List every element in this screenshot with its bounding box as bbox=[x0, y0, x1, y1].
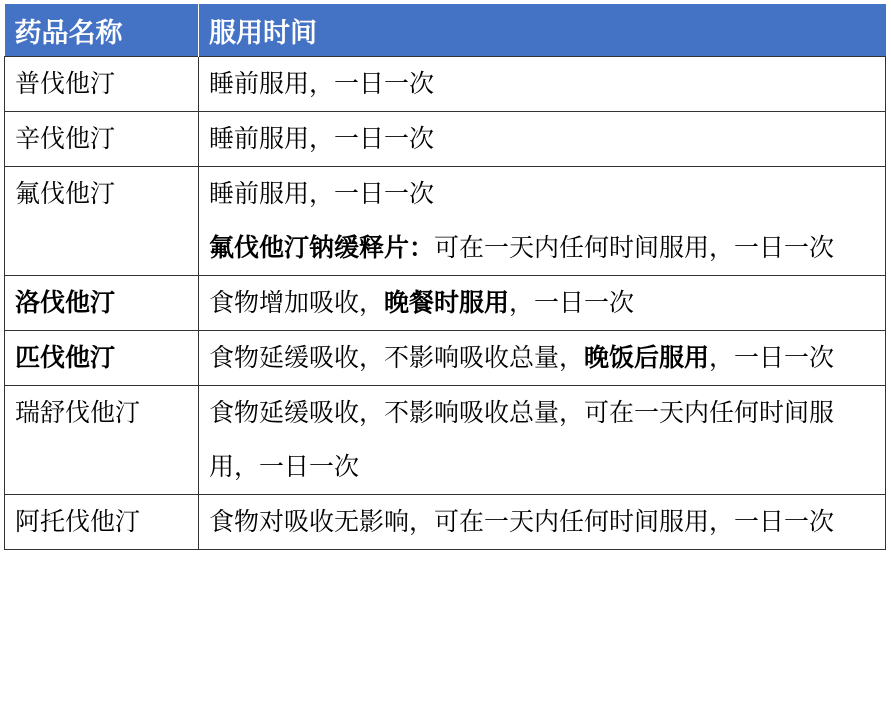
dosing-time-lovastatin bbox=[199, 276, 886, 331]
fluvastatin-er-label: 氟伐他汀钠缓释片： bbox=[209, 233, 435, 262]
table-header-row bbox=[5, 4, 886, 57]
drug-name-rosuvastatin: 瑞舒伐他汀 bbox=[5, 386, 199, 495]
dosing-time-atorvastatin: 食物对吸收无影响，可在一天内任何时间服用，一日一次 bbox=[199, 495, 886, 550]
table-row bbox=[5, 57, 886, 112]
dosing-time-pitavastatin bbox=[199, 331, 886, 386]
dosing-time-fluvastatin bbox=[199, 167, 886, 276]
header-drug-name: 药品名称 bbox=[5, 4, 199, 57]
drug-name-lovastatin: 洛伐他汀 bbox=[5, 276, 199, 331]
dosing-time-fluvastatin-line: 睡前服用，一日一次 bbox=[209, 179, 435, 208]
table-row bbox=[5, 495, 886, 550]
header-dosing-time: 服用时间 bbox=[199, 4, 886, 57]
dosing-time-simvastatin: 睡前服用，一日一次 bbox=[199, 112, 886, 167]
table-row bbox=[5, 386, 886, 495]
pitavastatin-emphasis: 晚饭后服用 bbox=[584, 343, 710, 372]
pitavastatin-text-a: 食物延缓吸收，不影响吸收总量， bbox=[209, 343, 585, 372]
drug-name-pitavastatin: 匹伐他汀 bbox=[5, 331, 199, 386]
drug-name-fluvastatin: 氟伐他汀 bbox=[5, 167, 199, 276]
table-row bbox=[5, 331, 886, 386]
drug-name-simvastatin: 辛伐他汀 bbox=[5, 112, 199, 167]
pitavastatin-text-b: ，一日一次 bbox=[709, 343, 835, 372]
table-row bbox=[5, 276, 886, 331]
lovastatin-text-a: 食物增加吸收， bbox=[209, 288, 385, 317]
table-row bbox=[5, 112, 886, 167]
drug-name-atorvastatin: 阿托伐他汀 bbox=[5, 495, 199, 550]
lovastatin-text-b: ，一日一次 bbox=[509, 288, 635, 317]
dosing-time-pravastatin: 睡前服用，一日一次 bbox=[199, 57, 886, 112]
lovastatin-emphasis: 晚餐时服用 bbox=[384, 288, 510, 317]
statin-dosing-table bbox=[4, 4, 886, 550]
fluvastatin-er-note bbox=[209, 221, 877, 275]
dosing-time-rosuvastatin: 食物延缓吸收，不影响吸收总量，可在一天内任何时间服用，一日一次 bbox=[199, 386, 886, 495]
table-row bbox=[5, 167, 886, 276]
fluvastatin-er-text: 可在一天内任何时间服用，一日一次 bbox=[434, 233, 835, 262]
drug-name-pravastatin: 普伐他汀 bbox=[5, 57, 199, 112]
